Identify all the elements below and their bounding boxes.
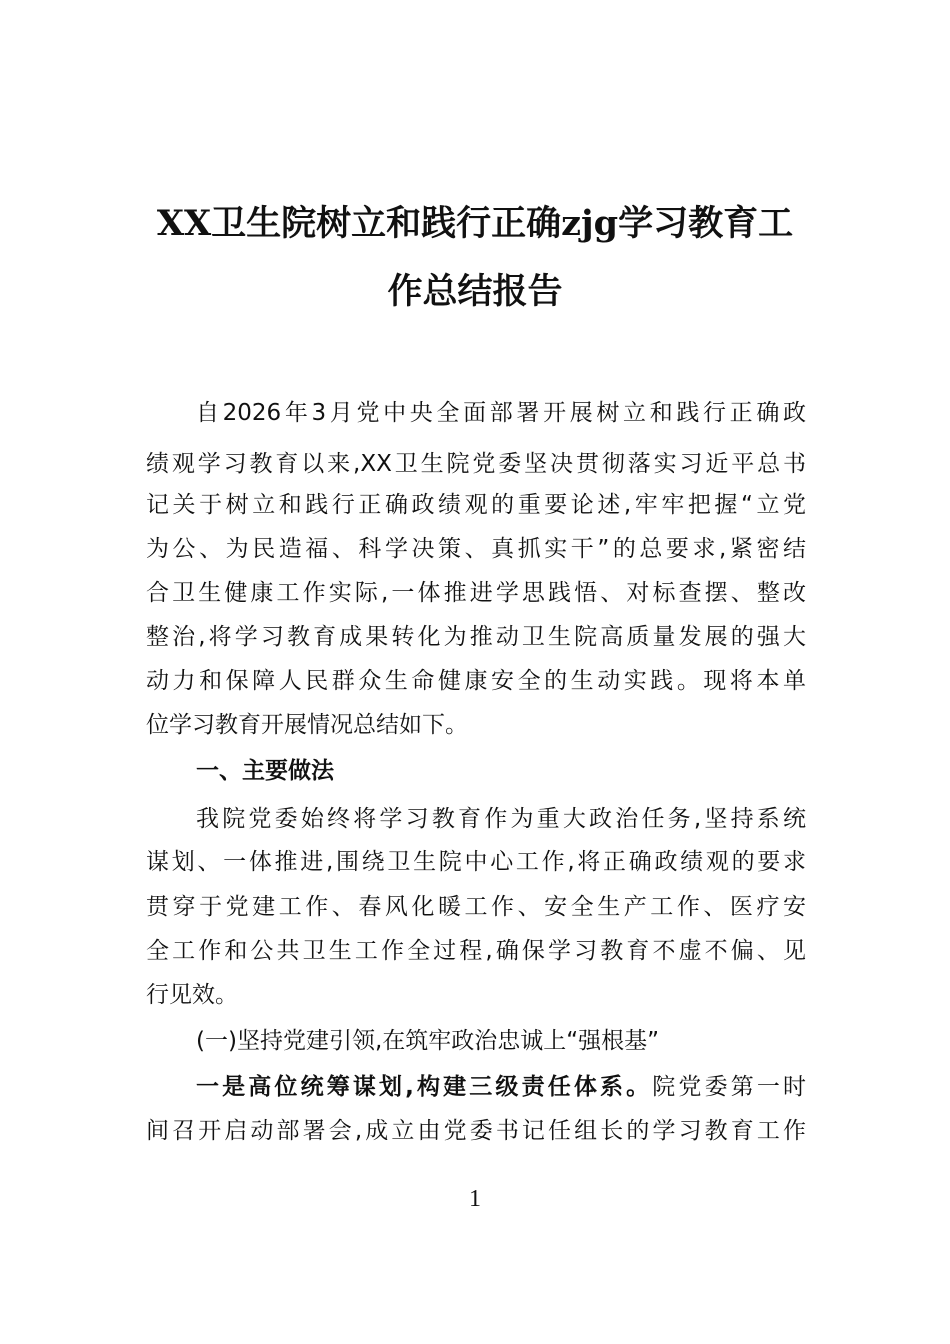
point1-line-1 (196, 1065, 806, 1110)
intro-line-1: 自2026年3月党中央全面部署开展树立和践行正确政 (196, 400, 806, 426)
point1-rest: 院党委第一时 (652, 1074, 806, 1100)
intro-line-6: 整治,将学习教育成果转化为推动卫生院高质量发展的强大 (146, 624, 806, 650)
point1-line-2: 间召开启动部署会,成立由党委书记任组长的学习教育工作 (146, 1118, 806, 1144)
point1-bold-lead: 一是高位统筹谋划,构建三级责任体系。 (196, 1074, 653, 1100)
section1-line-3: 贯穿于党建工作、春风化暖工作、安全生产工作、医疗安 (146, 894, 806, 920)
document-title-line-1: XX卫生院树立和践行正确zjg学习教育工 (156, 203, 794, 244)
page-number: 1 (469, 1186, 481, 1212)
section1-line-4: 全工作和公共卫生工作全过程,确保学习教育不虚不偏、见 (146, 938, 806, 964)
section1-line-1: 我院党委始终将学习教育作为重大政治任务,坚持系统 (196, 806, 806, 832)
section1-line-2: 谋划、一体推进,围绕卫生院中心工作,将正确政绩观的要求 (146, 849, 806, 875)
intro-line-8: 位学习教育开展情况总结如下。 (146, 712, 468, 738)
section1-line-5: 行见效。 (146, 982, 238, 1008)
intro-line-4: 为公、为民造福、科学决策、真抓实干”的总要求,紧密结 (146, 536, 806, 562)
subsection-heading-1: (一)坚持党建引领,在筑牢政治忠诚上“强根基” (196, 1028, 660, 1054)
intro-line-7: 动力和保障人民群众生命健康安全的生动实践。现将本单 (146, 668, 806, 694)
section-heading-1: 一、主要做法 (196, 758, 334, 784)
intro-line-3: 记关于树立和践行正确政绩观的重要论述,牢牢把握“立党 (146, 492, 806, 518)
intro-line-5: 合卫生健康工作实际,一体推进学思践悟、对标查摆、整改 (146, 580, 806, 606)
document-title-line-2: 作总结报告 (387, 271, 563, 312)
intro-line-2: 绩观学习教育以来,XX卫生院党委坚决贯彻落实习近平总书 (146, 451, 806, 477)
